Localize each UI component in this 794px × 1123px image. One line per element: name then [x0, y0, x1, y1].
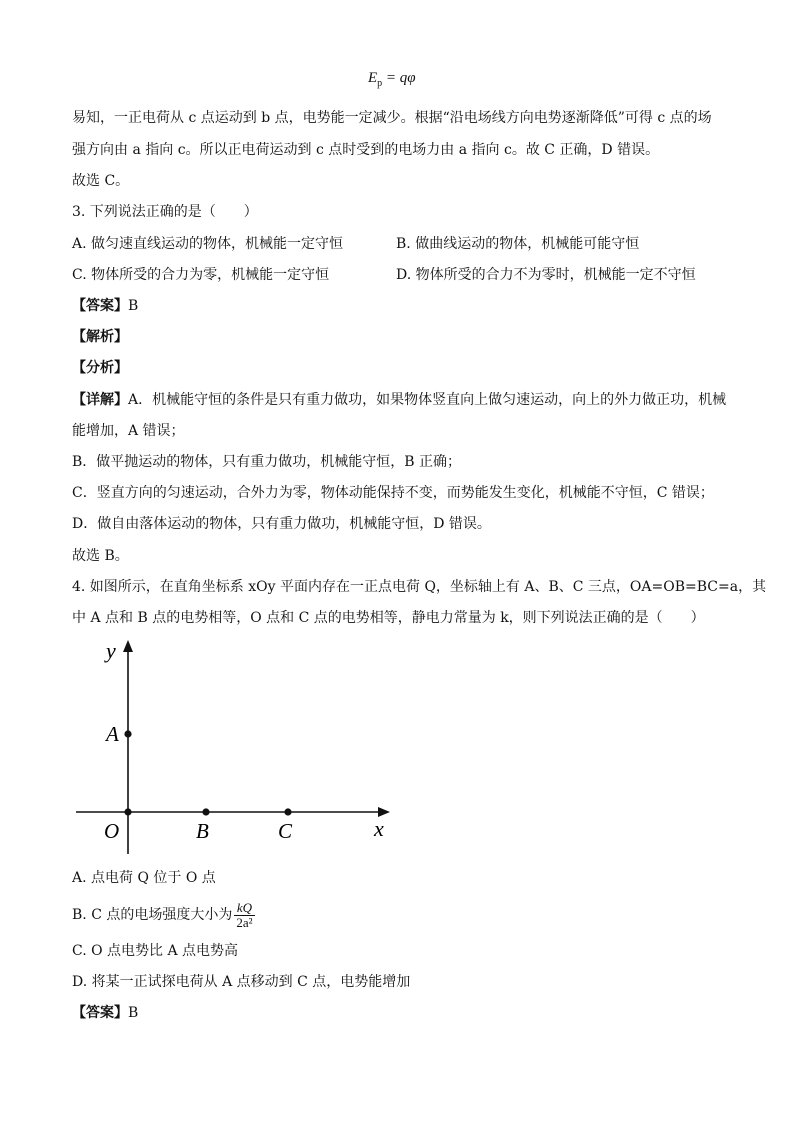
q4-option-d: D. 将某一正试探电荷从 A 点移动到 C 点，电势能增加: [72, 974, 411, 990]
q4-stem-line2: 中 A 点和 B 点的电势相等，O 点和 C 点的电势相等，静电力常量为 k，则下列说法正确的是（ ）: [72, 610, 705, 626]
label-b: B: [196, 819, 209, 843]
x-axis-label: x: [374, 816, 384, 841]
point-b: [202, 808, 209, 815]
answer-tag: 【答案】: [72, 1005, 128, 1021]
label-c: C: [278, 819, 293, 843]
q3-detail-a1: 【详解】A．机械能守恒的条件是只有重力做功，如果物体竖直向上做匀速运动，向上的外力做正功，机械: [72, 392, 727, 408]
answer-tag: 【答案】: [72, 298, 128, 314]
point-a: [124, 730, 131, 737]
q3-conclusion: 故选 B。: [72, 548, 129, 564]
y-axis-arrow: [123, 640, 133, 652]
q4-option-c: C. O 点电势比 A 点电势高: [72, 943, 239, 959]
q3-detail-b: B．做平抛运动的物体，只有重力做功，机械能守恒，B 正确；: [72, 454, 462, 470]
q2-explain-line1: 易知，一正电荷从 c 点运动到 b 点，电势能一定减少。根据“沿电场线方向电势逐渐降低”可得 c 点的场: [72, 110, 712, 126]
label-a: A: [106, 722, 119, 746]
detail-tag: 【详解】: [72, 392, 128, 408]
q3-detail-a2: 能增加，A 错误；: [72, 423, 185, 439]
q3-fenxi-tag: 【分析】: [72, 360, 128, 376]
q3-detail-d: D．做自由落体运动的物体，只有重力做功，机械能守恒，D 错误。: [72, 516, 491, 532]
label-o: O: [104, 819, 120, 843]
fraction-kq-2a2: $\frac{kQ}{\text{2a²}}$: [236, 899, 253, 930]
answer-value: B: [128, 1005, 139, 1021]
q4-stem-line1: 4. 如图所示，在直角坐标系 xOy 平面内存在一正点电荷 Q，坐标轴上有 A、B、C 三点，OA=OB=BC=a，其: [72, 579, 767, 595]
q3-answer: [72, 297, 138, 315]
q3-option-d: D. 物体所受的合力不为零时，机械能一定不守恒: [396, 267, 696, 283]
q4-option-a: A. 点电荷 Q 位于 O 点: [72, 870, 216, 886]
q3-option-c: C. 物体所受的合力为零，机械能一定守恒: [72, 267, 330, 283]
point-o: [124, 808, 131, 815]
q3-option-a: A. 做匀速直线运动的物体，机械能一定守恒: [72, 236, 344, 252]
answer-value: B: [128, 298, 139, 314]
q3-option-b: B. 做曲线运动的物体，机械能可能守恒: [396, 236, 640, 252]
q4-option-b: B. C 点的电场强度大小为 $\frac{kQ}{\text{2a²}}$: [72, 899, 253, 930]
y-axis-label: y: [106, 638, 116, 663]
q4-coordinate-figure: [70, 636, 400, 858]
q3-detail-c: C．竖直方向的匀速运动，合外力为零，物体动能保持不变，而势能发生变化，机械能不守恒，C 错误；: [72, 485, 714, 501]
q4-answer: [72, 1004, 138, 1022]
point-c: [284, 808, 291, 815]
formula-ep: $E_p = q\varphi$: [368, 70, 416, 89]
q3-stem: 3. 下列说法正确的是（ ）: [72, 204, 258, 220]
q2-explain-line2: 强方向由 a 指向 c。所以正电荷运动到 c 点时受到的电场力由 a 指向 c。故 C 正确，D 错误。: [72, 142, 660, 158]
q3-analysis-tag: 【解析】: [72, 329, 128, 345]
q2-conclusion: 故选 C。: [72, 173, 130, 189]
